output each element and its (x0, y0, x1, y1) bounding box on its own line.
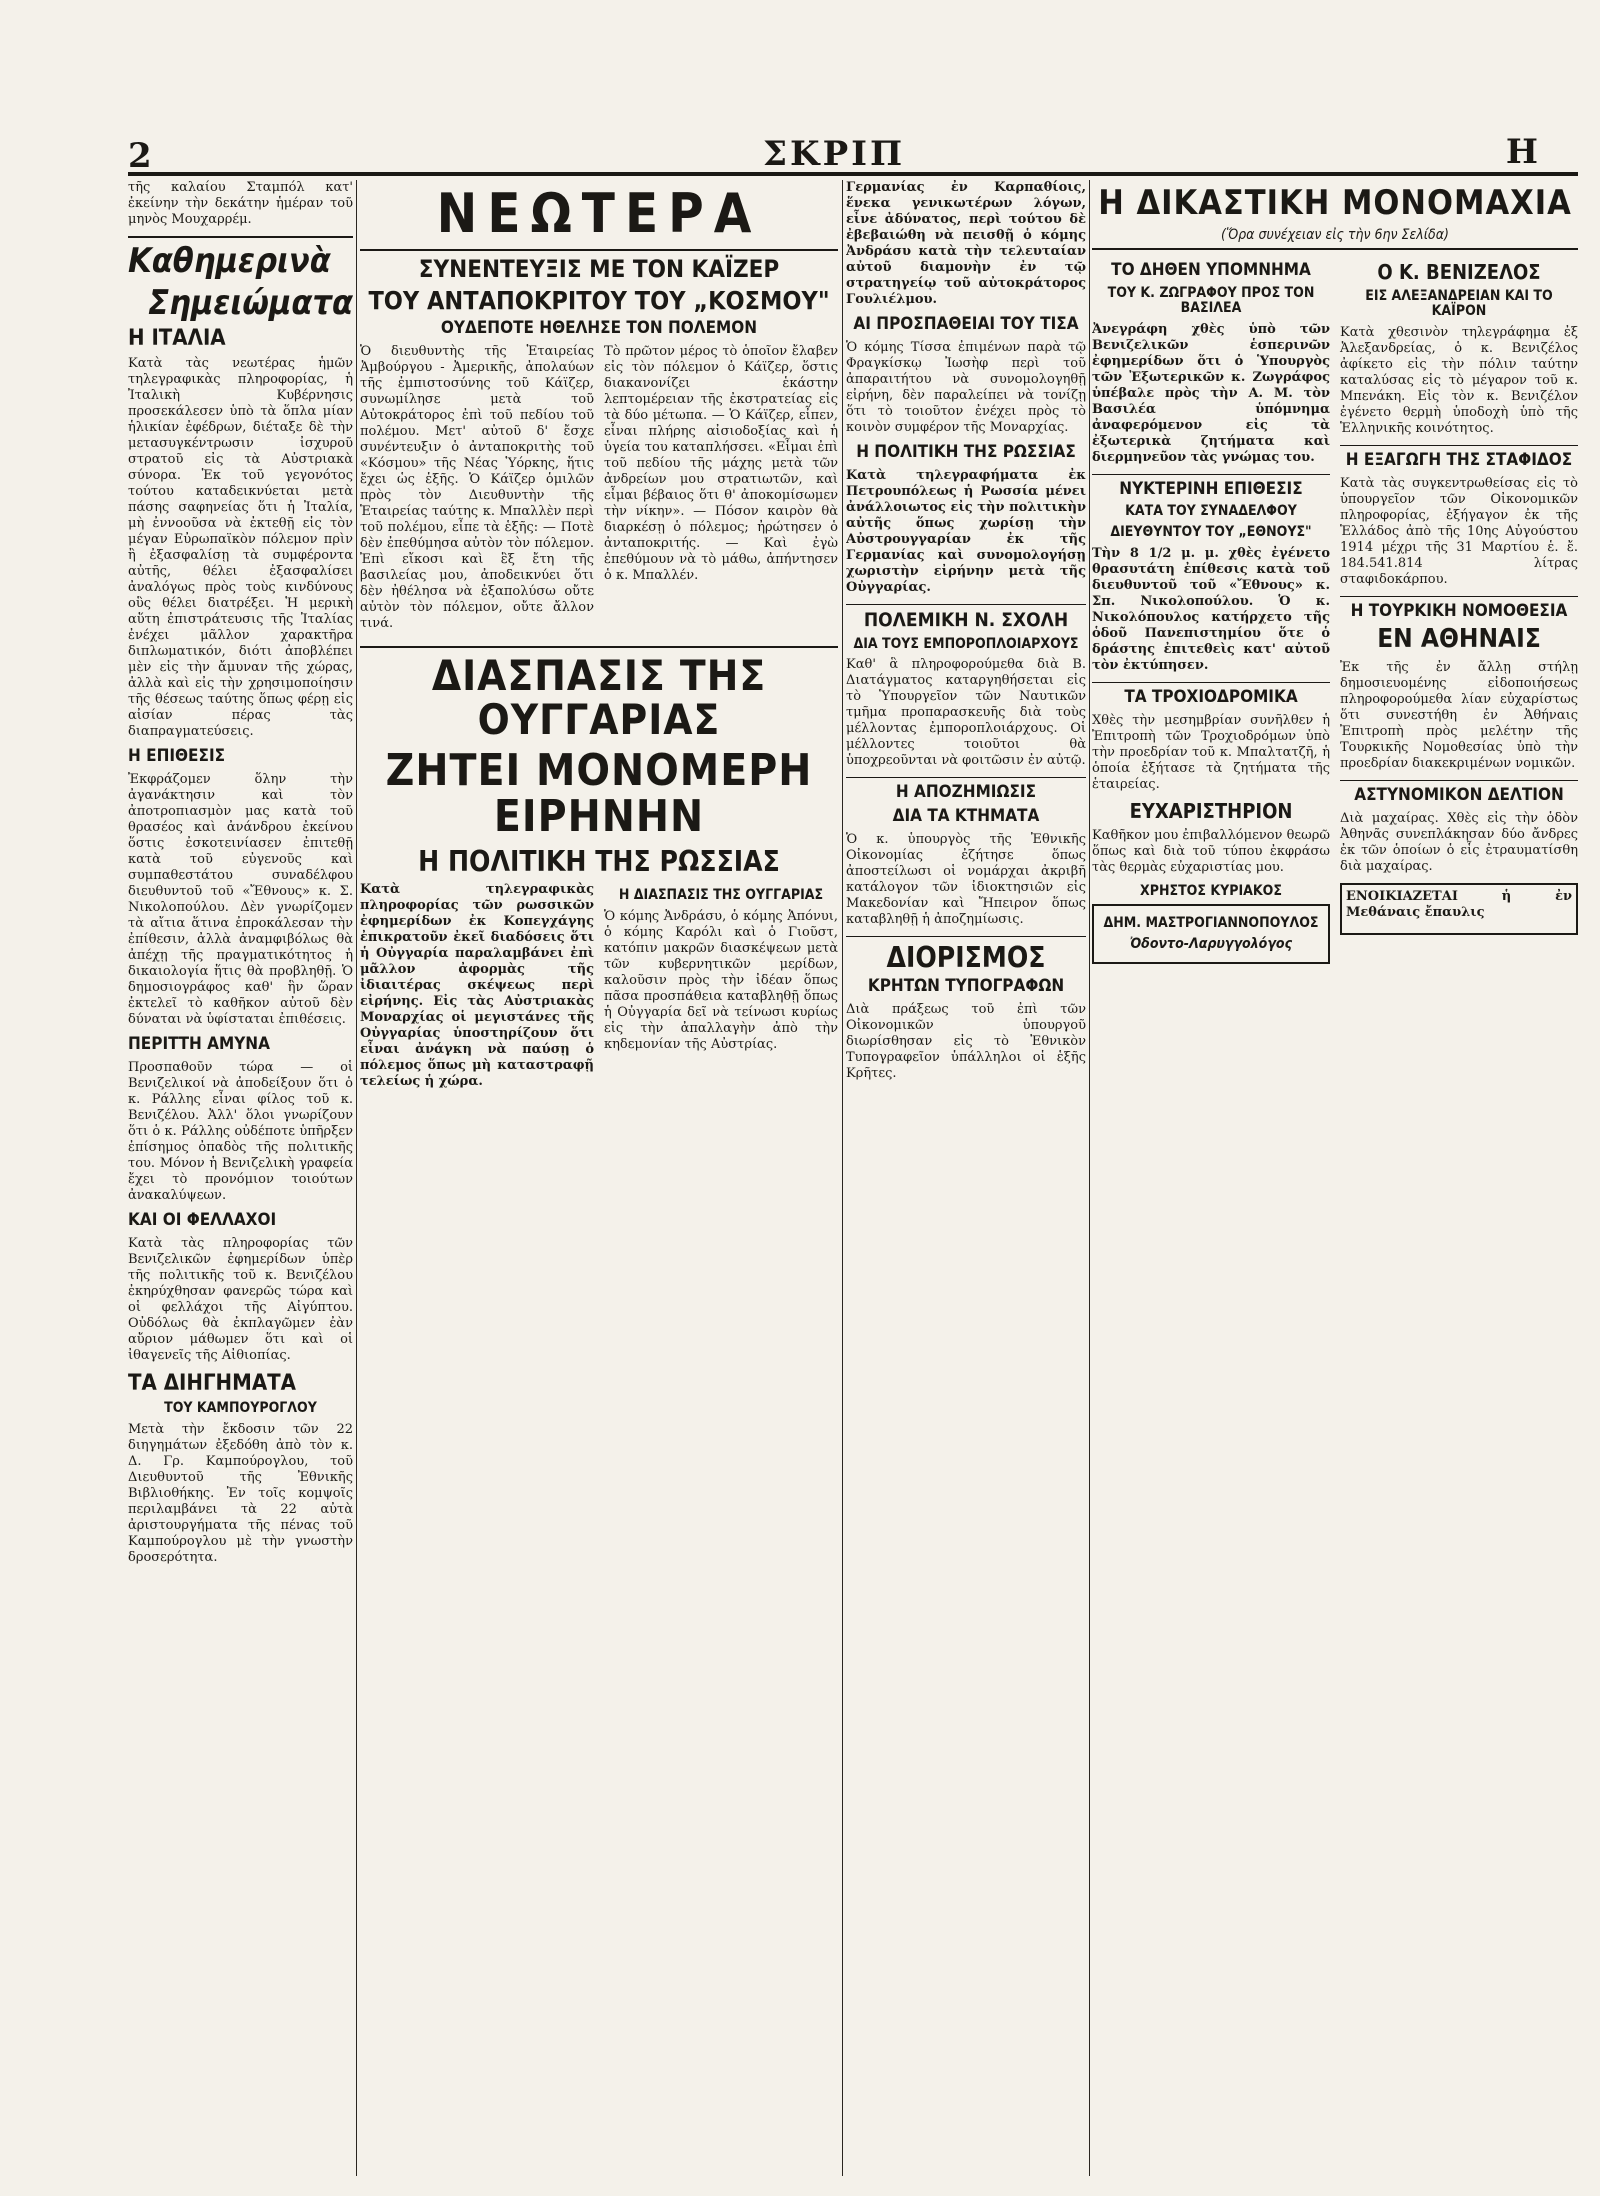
section-subhead: ΔΙΕΥΘΥΝΤΟΥ ΤΟΥ „ΕΘΝΟΥΣ" (1110, 524, 1312, 541)
article-text-right: Τὸ πρῶτον μέρος τὸ ὁποῖον ἔλαβεν εἰς τὸν πόλεμον ὁ Κάϊζερ, ὅστις διακανονίζει ἑκάστην λεπτομέρειαν τῆς ἐκστρατείας εἰς τὰ δύο μέτωπα. — Ὁ Κάϊζερ, εἶπεν, εἶναι πλήρης αἰσιοδοξίας καὶ ἡ ὑγεία του καταπλήσσει. «Εἶμαι ἐπὶ τοῦ πεδίου τῆς μάχης μετὰ τῶν ἀνδρείων μου στρατιωτῶν, καὶ εἶμαι βέβαιος ὅτι θ' ἀποκομίσωμεν τὴν νίκην». — Πόσον καιρὸν θὰ διαρκέσῃ ὁ πόλεμος; ἠρώτησεν ὁ ἀνταποκριτής. — Καὶ ἐγὼ ἐπεθύμουν νὰ τὸ μάθω, ἀπήντησεν ὁ κ. Μπαλλέν. (604, 343, 838, 583)
divider (1340, 445, 1578, 446)
story-text-right: Ὁ κόμης Ἀνδράσυ, ὁ κόμης Ἀπόνυι, ὁ κόμης Καρόλι καὶ ὁ Γιοῦστ, κατόπιν μακρῶν διασκέψεων μετὰ τῶν κυβερνητικῶν μερίδων, καλοῦσιν πρὸς τὴν ἰδέαν ὅπως πᾶσα προσπάθεια καταβληθῇ ὅπως ἡ Οὐγγαρία δεῖ νὰ τείνωσι κυρίως εἰς τὴν ἀπαλλαγὴν ἀπὸ τὴν κηδεμονίαν τῆς Αὐστρίας. (604, 908, 838, 1052)
column-3 (846, 180, 1086, 2176)
section-text: Καθ' ἃ πληροφορούμεθα διὰ Β. Διατάγματος καταργηθήσεται εἰς τὸ Ὑπουργεῖον τῶν Ναυτικῶν τμῆμα προπαρασκευῆς διὰ τοὺς μέλλοντας ἐμποροπλοιάρχους. Οἱ μέλλοντες τοιοῦτοι θὰ ὑποχρεοῦνται νὰ φοιτῶσιν ἐν αὐτῷ. (846, 657, 1086, 769)
column-title-2: Σημειώματα (148, 282, 353, 323)
section-headline: Η ΔΙΚΑΣΤΙΚΗ ΜΟΝΟΜΑΧΙΑ (1098, 183, 1572, 223)
masthead (128, 132, 1578, 176)
section-text: Χθὲς τὴν μεσημβρίαν συνῆλθεν ἡ Ἐπιτροπὴ τῶν Τροχιοδρόμων ὑπὸ τὴν προεδρίαν τοῦ κ. Μπαλτατζῆ, ἡ ὁποία ἐξήτασε τὰ ζητήματα τῆς ἑταιρείας. (1092, 712, 1330, 792)
section-head: Η ΕΠΙΘΕΣΙΣ (128, 746, 226, 767)
masthead-mark: Η (1505, 132, 1538, 172)
signature: ΧΡΗΣΤΟΣ ΚΥΡΙΑΚΟΣ (1140, 882, 1282, 899)
story-headline: ΔΙΑΣΠΑΣΙΣ ΤΗΣ ΟΥΓΓΑΡΙΑΣ (431, 650, 767, 745)
section-head: Η ΑΠΟΖΗΜΙΩΣΙΣ (895, 782, 1037, 803)
section-text: Ἀνεγράφη χθὲς ὑπὸ τῶν Βενιζελικῶν ἑσπερινῶν ἐφημερίδων ὅτι ὁ Ὑπουργὸς τῶν Ἐξωτερικῶν κ. Ζωγράφος ὑπέβαλε πρὸς τὴν Α. Μ. τὸν Βασιλέα ὑπόμνημα ἀναφερόμενον εἰς τὰ ἐξωτερικὰ ζητήματα καὶ διερμηνεῦον τὰς γνώμας του. (1092, 321, 1330, 465)
section-head: ΝΥΚΤΕΡΙΝΗ ΕΠΙΘΕΣΙΣ (1119, 478, 1303, 499)
section-subhead: ΕΙΣ ΑΛΕΞΑΝΔΡΕΙΑΝ ΚΑΙ ΤΟ ΚΑΪΡΟΝ (1365, 288, 1553, 320)
advertisement (1092, 904, 1330, 963)
section-text: Κατὰ τηλεγραφήματα ἐκ Πετρουπόλεως ἡ Ρωσσία μένει ἀνάλλοιωτος εἰς τὴν πολιτικὴν αὐτῆς ὅπως χωρίσῃ τὴν Αὐστρουγγαρίαν ἐκ τῆς Γερμανίας καὶ συνομολογήσῃ χωριστὴν εἰρήνην μετὰ τῆς Οὐγγαρίας. (846, 467, 1086, 595)
section-head: ΑΣΤΥΝΟΜΙΚΟΝ ΔΕΛΤΙΟΝ (1354, 784, 1564, 805)
divider (1092, 248, 1578, 250)
section-text: Ὁ κόμης Τίσσα ἐπιμένων παρὰ τῷ Φραγκίσκῳ Ἰωσὴφ περὶ τοῦ ἀπαραιτήτου νὰ συνομολογηθῇ εἰρήνη, δὲν παραλείπει νὰ τονίζῃ ὅτι τὸ τοιοῦτον ἐνέχει πρὸς τὸ κοινὸν συμφέρον τῆς Μοναρχίας. (846, 339, 1086, 435)
section-subhead: ΤΟΥ ΚΑΜΠΟΥΡΟΓΛΟΥ (164, 1400, 317, 1417)
section-head: Η ΙΤΑΛΙΑ (128, 326, 226, 352)
divider (360, 249, 838, 251)
section-subhead: ΔΙΑ ΤΟΥΣ ΕΜΠΟΡΟΠΛΟΙΑΡΧΟΥΣ (853, 635, 1079, 652)
section-text: Καθῆκον μου ἐπιβαλλόμενον θεωρῶ ὅπως καὶ διὰ τοῦ τύπου ἐκφράσω τὰς θερμὰς εὐχαριστίας μου. (1092, 827, 1330, 875)
divider (846, 936, 1086, 937)
section-head: ΤΑ ΤΡΟΧΙΟΔΡΟΜΙΚΑ (1124, 686, 1298, 707)
article-text-left: Ὁ διευθυντὴς τῆς Ἑταιρείας Ἀμβούργου - Ἀμερικῆς, ἀπολαύων τῆς ἐμπιστοσύνης τοῦ Κάϊζερ, συνωμίλησε μετὰ τοῦ Αὐτοκράτορος ἐπὶ τοῦ πεδίου τοῦ πολέμου. Μετ' αὐτοῦ δ' ἔσχε συνέντευξιν ὁ ἀνταποκριτὴς τοῦ «Κόσμου» τῆς Νέας Ὑόρκης, ἥτις ἔχει ὡς ἑξῆς. Ὁ Κάϊζερ ὁμιλῶν πρὸς τὸν Διευθυντὴν τῆς Ἑταιρείας ταύτης κ. Μπαλλὲν περὶ τοῦ πολέμου, εἶπε τὰ ἑξῆς: — Ποτὲ δὲν ἐπεθύμησα αὐτὸν τὸν πόλεμον. Ἐπὶ εἴκοσι καὶ ἓξ ἔτη τῆς βασιλείας μου, ἀποδεικνύει ὅτι δὲν ἠθέλησα νὰ ἐξαπολύσω οὔτε αὐτὸν τὸν πόλεμον, οὔτε ἄλλον τινά. (360, 343, 594, 631)
section-head: ΠΟΛΕΜΙΚΗ Ν. ΣΧΟΛΗ (863, 608, 1069, 631)
section-head: Η ΠΟΛΙΤΙΚΗ ΤΗΣ ΡΩΣΣΙΑΣ (856, 441, 1076, 462)
section-text: Ὁ κ. ὑπουργὸς τῆς Ἐθνικῆς Οἰκονομίας ἐζήτησε ὅπως ἀποστείλωσι οἱ νομάρχαι ἀκριβῆ κατάλογον τῶν ἰδιοκτησιῶν εἰς Μακεδονίαν καὶ Ἤπειρον ὅπως καταβληθῇ ἡ ἀποζημίωσις. (846, 832, 1086, 927)
continued-text: Γερμανίας ἐν Καρπαθίοις, ἕνεκα γενικωτέρων λόγων, εἶνε ἀδύνατος, περὶ τούτου δὲ ἐβεβαιώθη νὰ πεισθῇ ὁ κόμης Ἀνδράσυ κατὰ τὴν τελευταίαν αὐτοῦ διαμονὴν ἐν τῷ στρατηγείῳ τοῦ αὐτοκράτορος Γουλιέλμου. (846, 180, 1086, 307)
section-text: Ἐκ τῆς ἐν ἄλλῃ στήλῃ δημοσιευομένης εἰδοποιήσεως πληροφορούμεθα λίαν εὐχαρίστως ὅτι συνεστήθη ἐν Ἀθήναις Ἐπιτροπὴ πρὸς μελέτην τῆς Τουρκικῆς Νομοθεσίας ὑπὸ τὴν προεδρίαν διακεκριμένων νομικῶν. (1340, 659, 1578, 771)
story-headline-2: ΖΗΤΕΙ ΜΟΝΟΜΕΡΗ ΕΙΡΗΝΗΝ (385, 745, 813, 843)
section-head: ΔΙΟΡΙΣΜΟΣ (886, 941, 1046, 974)
section-head: ΑΙ ΠΡΟΣΠΑΘΕΙΑΙ ΤΟΥ ΤΙΣΑ (853, 314, 1079, 334)
story-text-left: Κατὰ τηλεγραφικὰς πληροφορίας τῶν ρωσσικῶν ἐφημερίδων ἐκ Κοπεγχάγης ἐπικρατοῦν ἐκεῖ διαδόσεις ὅτι ἡ Οὐγγαρία παραλαμβάνει ἐπὶ μᾶλλον ἀφορμὰς τῆς ἰδιαιτέρας σκέψεως περὶ εἰρήνης. Εἰς τὰς Αὐστριακὰς Μοναρχίας οἱ μεγιστάνες τῆς Οὐγγαρίας ὑποστηρίζουν ὅτι εἶναι ἀνάγκη νὰ παύσῃ ὁ πόλεμος ὅπως μὴ καταστραφῇ τελείως ἡ χώρα. (360, 881, 594, 1089)
advertisement (1340, 883, 1578, 935)
ad-name: ΔΗΜ. ΜΑΣΤΡΟΓΙΑΝΝΟΠΟΥΛΟΣ (1103, 915, 1319, 932)
article-body (360, 344, 838, 640)
section-text: Κατὰ χθεσινὸν τηλεγράφημα ἐξ Ἀλεξανδρείας, ὁ κ. Βενιζέλος ἀφίκετο εἰς τὴν πόλιν ταύτην καταλύσας εἰς τὸ μέγαρον τοῦ κ. Μπενάκη. Εἰς τὸν κ. Βενιζέλον ἐγένετο θερμὴ ὑποδοχὴ ὑπὸ τῆς Ἑλληνικῆς κοινότητος. (1340, 324, 1578, 436)
section-text: Διὰ μαχαίρας. Χθὲς εἰς τὴν ὁδὸν Ἀθηνᾶς συνεπλάκησαν δύο ἄνδρες ἐκ τῶν ὁποίων ὁ εἷς ἐτραυματίσθη διὰ μαχαίρας. (1340, 810, 1578, 874)
section-text: Μετὰ τὴν ἔκδοσιν τῶν 22 διηγημάτων ἐξεδόθη ἀπὸ τὸν κ. Δ. Γρ. Καμπούρογλου, τοῦ Διευθυντοῦ τῆς Ἐθνικῆς Βιβλιοθήκης. Ἐν τοῖς κομψοῖς περιλαμβάνει τὰ 22 αὐτὰ ἀριστουργήματα τῆς πένας τοῦ Καμπούρογλου μὲ τὴν γνωστὴν δροσερότητα. (128, 1421, 353, 1565)
divider (128, 236, 353, 238)
story-side-head: Η ΔΙΑΣΠΑΣΙΣ ΤΗΣ ΟΥΓΓΑΡΙΑΣ (618, 886, 824, 903)
section-text: Προσπαθοῦν τώρα — οἱ Βενιζελικοί νὰ ἀποδείξουν ὅτι ὁ κ. Ράλλης εἶναι φίλος τοῦ κ. Βενιζέλου. Ἀλλ' ὅλοι γνωρίζουν ὅτι ὁ κ. Ράλλης οὐδέποτε ὑπῆρξεν ἐπίσημος ὀπαδὸς τῆς πολιτικῆς του. Μόνον ἡ Βενιζελικὴ γραφεία ἔχει τὸ προνόμιον τοιούτων ἀνακαλύψεων. (128, 1060, 353, 1204)
column-4 (1092, 180, 1578, 2176)
article-headline: ΣΥΝΕΝΤΕΥΞΙΣ ΜΕ ΤΟΝ ΚΑΪΖΕΡ (418, 254, 780, 283)
section-subhead: ΚΡΗΤΩΝ ΤΥΠΟΓΡΑΦΩΝ (867, 976, 1065, 997)
divider (1340, 596, 1578, 597)
section-head: ΤΟ ΔΗΘΕΝ ΥΠΟΜΝΗΜΑ (1111, 260, 1311, 281)
story-body (360, 882, 838, 1098)
section-text: Κατὰ τὰς συγκεντρωθείσας εἰς τὸ ὑπουργεῖον τῶν Οἰκονομικῶν πληροφορίας, ἐξήγαγον ἐκ τῆς Ἑλλάδος ἀπὸ τῆς 10ης Αὐγούστου 1914 μέχρι τῆς 31 Μαρτίου ἑ. ἔ. 184.541.814 λίτρας σταφιδοκάρπου. (1340, 475, 1578, 587)
column-rule (356, 180, 357, 2176)
section-head: ΠΕΡΙΤΤΗ ΑΜΥΝΑ (128, 1034, 270, 1055)
ad-text: ΕΝΟΙΚΙΑΖΕΤΑΙ ἡ ἐν Μεθάναις ἔπαυλις (1346, 888, 1572, 920)
section-text: Κατὰ τὰς νεωτέρας ἡμῶν τηλεγραφικὰς πληροφορίας, ἡ Ἰταλικὴ Κυβέρνησις προσεκάλεσεν ὑπὸ τὰ ὅπλα μίαν ἡλικίαν ἐφέδρων, διέταξε δὲ τὴν μετασυγκέντρωσιν ἰσχυροῦ στρατοῦ εἰς τὰ Αὐστριακὰ σύνορα. Ἐκ τοῦ γεγονότος τούτου καταδεικνύεται μετὰ πάσης σαφηνείας ὅτι ἡ Ἰταλία, μὴ ἐννοοῦσα νὰ ἐκτεθῇ εἰς τὸν μέγαν Εὐρωπαϊκὸν πόλεμον πρὶν ἢ ἐξασφαλίσῃ τὰ συμφέροντα αὐτῆς, θέλει ἐξασφαλίσει ἀναλόγως πρὸς τοὺς κινδύνους οὓς θέλει διατρέξει. Ἡ μερικὴ αὕτη ἐπιστράτευσις τῆς Ἰταλίας ἐνέχει μᾶλλον χαρακτῆρα διπλωματικόν, διότι ἀποβλέπει μὲν εἰς τὴν ἄμυναν τῆς χώρας, ἀλλὰ καὶ εἰς τὴν χρησιμοποίησιν τῆς θέσεως ταύτης ὅπως φέρῃ εἰς αἰσίαν πέρας τὰς διαπραγματεύσεις. (128, 356, 353, 740)
column-2 (360, 180, 838, 2176)
section-head: ΤΑ ΔΙΗΓΗΜΑΤΑ (128, 1371, 296, 1396)
divider (846, 604, 1086, 605)
page-number: 2 (128, 136, 152, 176)
section-head: Η ΕΞΑΓΩΓΗ ΤΗΣ ΣΤΑΦΙΔΟΣ (1345, 449, 1573, 470)
section-text: Κατὰ τὰς πληροφορίας τῶν Βενιζελικῶν ἐφημερίδων ὑπὲρ τῆς πολιτικῆς τοῦ κ. Βενιζέλου ἐκηρύχθησαν φανερῶς τώρα καὶ οἱ φελλάχοι τῆς Αἰγύπτου. Οὐδόλως θὰ ἐκπλαγῶμεν ἐὰν αὔριον μάθωμεν ὅτι καὶ οἱ ἰθαγενεῖς τῆς Αἰθιοπίας. (128, 1236, 353, 1363)
section-subhead: ΕΝ ΑΘΗΝΑΙΣ (1377, 624, 1541, 655)
column-4-split (1092, 256, 1578, 969)
divider (360, 646, 838, 648)
section-subhead: ΚΑΤΑ ΤΟΥ ΣΥΝΑΔΕΛΦΟΥ (1125, 503, 1297, 520)
column-rule (842, 180, 843, 2176)
section-text: Ἐκφράζομεν ὅλην τὴν ἀγανάκτησιν καὶ τὸν ἀποτροπιασμὸν μας κατὰ τοῦ θρασέος καὶ ἀνάνδρου ἐκείνου ὅστις ἐσκοτεινίασεν ἐπιτεθῇ κατὰ τοῦ εὐγενοῦς καὶ συμπαθεστάτου συναδέλφου διευθυντοῦ τοῦ «Ἔθνους» κ. Σ. Νικολοπούλου. Δὲν γνωρίζομεν τὰ αἴτια ἅτινα ἐπροκάλεσαν τὴν ἐπίθεσιν, ἀλλὰ ἀναμφιβόλως θὰ ἀπέχῃ τῆς πραγματικότητος ἡ δικαιολογία ἥτις θὰ προβληθῇ. Ὁ δημοσιογράφος καθ' ἣν ὥραν ἐκτελεῖ τὸ καθῆκον αὐτοῦ δὲν δύναται νὰ ὑφίσταται ἐπιθέσεις. (128, 772, 353, 1028)
newspaper-name: ΣΚΡΙΠ (763, 134, 906, 174)
section-head: Η ΤΟΥΡΚΙΚΗ ΝΟΜΟΘΕΣΙΑ (1350, 600, 1568, 621)
divider (846, 777, 1086, 778)
continuation-note: (Ὅρα συνέχειαν εἰς τὴν 6ην Σελίδα) (1221, 226, 1449, 243)
divider (1340, 780, 1578, 781)
section-head: Ο Κ. ΒΕΝΙΖΕΛΟΣ (1377, 260, 1541, 285)
section-head: ΕΥΧΑΡΙΣΤΗΡΙΟΝ (1129, 798, 1293, 823)
section-subhead: ΤΟΥ Κ. ΖΩΓΡΑΦΟΥ ΠΡΟΣ ΤΟΝ ΒΑΣΙΛΕΑ (1107, 285, 1315, 316)
column-title-1: Καθημερινὰ (128, 241, 331, 281)
section-text: Τὴν 8 1/2 μ. μ. χθὲς ἐγένετο θρασυτάτη ἐπίθεσις κατὰ τοῦ διευθυντοῦ τοῦ «Ἔθνους» κ. Σπ. Νικολοπούλου. Ὁ κ. Νικολόπουλος κατήρχετο τῆς ὁδοῦ Πανεπιστημίου ὅτε ὁ δράστης ἐπιτεθεὶς κατ' αὐτοῦ τὸν ἐκτύπησεν. (1092, 545, 1330, 673)
section-subhead: ΔΙΑ ΤΑ ΚΤΗΜΑΤΑ (892, 806, 1040, 827)
top-line: τῆς καλαίου Σταμπόλ κατ' ἐκείνην τὴν δεκάτην ἡμέραν τοῦ μηνὸς Μουχαρρέμ. (128, 180, 353, 227)
ad-title: Ὀδοντο-Λαρυγγολόγος (1129, 936, 1293, 953)
news-banner: ΝΕΩΤΕΡΑ (436, 182, 762, 245)
column-1 (128, 180, 353, 2176)
column-rule (1089, 180, 1090, 2176)
section-text: Διὰ πράξεως τοῦ ἐπὶ τῶν Οἰκονομικῶν ὑπουργοῦ διωρίσθησαν εἰς τὸ Ἐθνικὸν Τυπογραφεῖον ὑπάλληλοι οἱ ἑξῆς Κρῆτες. (846, 1002, 1086, 1082)
article-subhead: ΟΥΔΕΠΟΤΕ ΗΘΕΛΗΣΕ ΤΟΝ ΠΟΛΕΜΟΝ (440, 318, 758, 339)
article-headline-2: ΤΟΥ ΑΝΤΑΠΟΚΡΙΤΟΥ ΤΟΥ „ΚΟΣΜΟΥ" (368, 285, 830, 315)
section-head: ΚΑΙ ΟΙ ΦΕΛΛΑΧΟΙ (128, 1210, 277, 1231)
story-subhead: Η ΠΟΛΙΤΙΚΗ ΤΗΣ ΡΩΣΣΙΑΣ (418, 844, 780, 878)
divider (1092, 474, 1330, 475)
divider (1092, 682, 1330, 683)
